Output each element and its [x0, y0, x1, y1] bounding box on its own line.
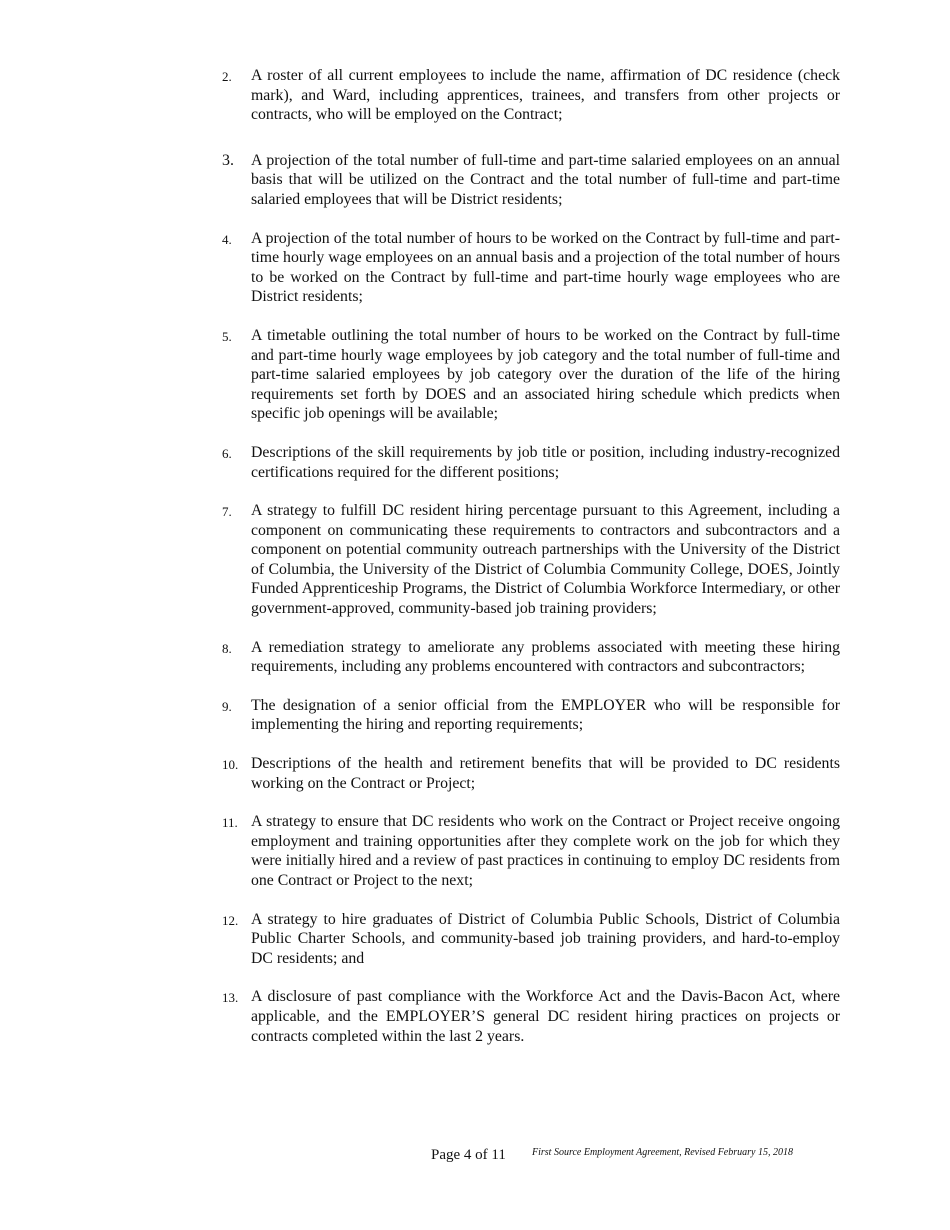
item-text: A strategy to hire graduates of District of Columbia Public Schools, District of Columbia Public Charter Schools, and community-based job training providers, and hard-to-employ DC residents; and — [251, 910, 840, 967]
item-number: 7. — [222, 504, 232, 520]
item-number: 9. — [222, 698, 232, 714]
item-number: 12. — [222, 912, 239, 928]
item-text: A remediation strategy to ameliorate any problems associated with meeting these hiring requirements, including any problems encountered with contractors and subcontractors; — [251, 638, 840, 676]
item-number: 10. — [222, 757, 239, 773]
item-text: A roster of all current employees to include the name, affirmation of DC residence (check mark), and Ward, including apprentices, trainees, and transfers from other projects or contracts, who will be employed on the Contract; — [251, 67, 840, 124]
list-item — [222, 638, 840, 677]
list-item — [222, 812, 840, 890]
item-number: 6. — [222, 445, 232, 461]
item-number: 2. — [222, 69, 232, 84]
item-text: A disclosure of past compliance with the Workforce Act and the Davis-Bacon Act, where applicable, and the EMPLOYER’S general DC resident hiring practices on projects or contracts completed within the last 2 years. — [251, 988, 840, 1045]
item-text: The designation of a senior official from the EMPLOYER who will be responsible for implementing the hiring and reporting requirements; — [251, 696, 840, 734]
list-item — [222, 501, 840, 619]
item-text: Descriptions of the health and retirement benefits that will be provided to DC residents working on the Contract or Project; — [251, 755, 840, 792]
item-number: 13. — [222, 990, 239, 1006]
item-number: 11. — [222, 815, 238, 831]
item-number: 5. — [222, 328, 232, 344]
item-text: A timetable outlining the total number of hours to be worked on the Contract by full-time and part-time hourly wage employees by job category and the total number of full-time and part-time salaried employees by job category over the duration of the life of the hiring requirements set forth by DOES and an associated hiring schedule which predicts when specific job openings will be available; — [251, 326, 840, 423]
item-text: A strategy to fulfill DC resident hiring percentage pursuant to this Agreement, including a component on communicating these requirements to contractors and subcontractors and a component on potential community outreach partnerships with the University of the District of Columbia, the University of the District of Columbia Community College, DOES, Jointly Funded Apprenticeship Programs, the District of Columbia Workforce Intermediary, or other government-approved, community-based job training providers; — [251, 502, 840, 618]
item-number: 3. — [222, 151, 234, 169]
list-item — [222, 987, 840, 1046]
list-item — [222, 910, 840, 969]
item-text: A projection of the total number of hours to be worked on the Contract by full-time and part-time hourly wage employees on an annual basis and a projection of the total number of hours to be worked on the Contract by full-time and part-time hourly wage employees who are District residents; — [251, 229, 840, 306]
page-number: Page 4 of 11 — [431, 1147, 506, 1163]
item-text: A strategy to ensure that DC residents who work on the Contract or Project receive ongoing employment and training opportunities after they complete work on the job for which they were initially hired and a review of past practices in continuing to employ DC residents from one Contract or Project to the next; — [251, 813, 840, 889]
item-number: 4. — [222, 231, 232, 247]
list-item — [222, 229, 840, 307]
list-item — [222, 443, 840, 482]
document-title: First Source Employment Agreement, Revised February 15, 2018 — [532, 1147, 793, 1158]
list-item — [222, 151, 840, 210]
requirements-list — [222, 66, 840, 1065]
item-number: 8. — [222, 640, 232, 656]
page-footer — [0, 1144, 950, 1168]
list-item — [222, 754, 840, 793]
item-text: A projection of the total number of full-time and part-time salaried employees on an annual basis that will be utilized on the Contract and the total number of full-time and part-time salaried employees that will be District residents; — [251, 151, 840, 208]
list-item — [222, 66, 840, 125]
list-item — [222, 696, 840, 735]
item-text: Descriptions of the skill requirements by job title or position, including industry-recognized certifications required for the different positions; — [251, 443, 840, 481]
list-item — [222, 326, 840, 424]
